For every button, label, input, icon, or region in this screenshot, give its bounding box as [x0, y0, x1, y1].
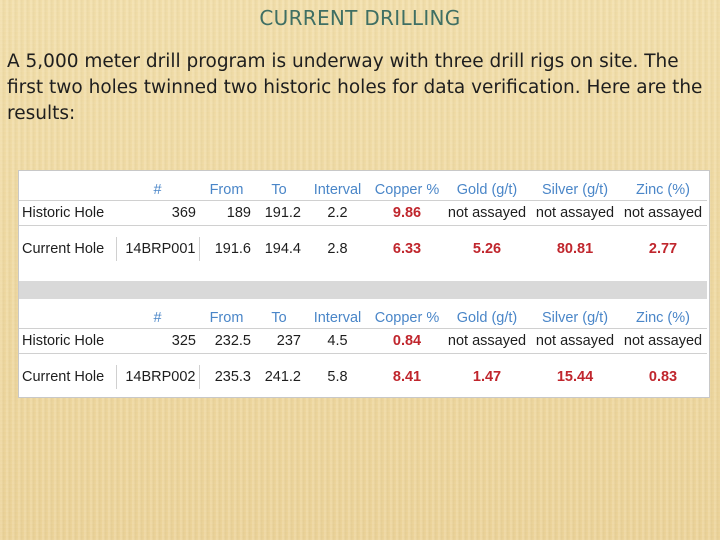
- row-spacer: [19, 226, 707, 238]
- table-cell: not assayed: [531, 201, 619, 226]
- table-cell: 191.2: [254, 201, 304, 226]
- table-cell: 6.33: [392, 241, 422, 257]
- header-cell: Gold (g/t): [456, 310, 518, 326]
- row-spacer: [19, 354, 707, 366]
- table-cell: 8.41: [392, 369, 422, 385]
- header-cell: Interval: [313, 310, 362, 326]
- table-cell: not assayed: [443, 329, 531, 354]
- header-cell: Copper %: [374, 310, 440, 326]
- header-cell: [19, 171, 116, 201]
- table-cell: 0.84: [371, 329, 443, 354]
- header-cell: [19, 299, 116, 329]
- header-cell: Zinc (%): [636, 182, 690, 198]
- table-cell: 5.26: [472, 241, 502, 257]
- header-cell: Copper %: [374, 182, 440, 198]
- row-label: Current Hole: [22, 241, 105, 257]
- table-cell: not assayed: [531, 329, 619, 354]
- header-cell: Zinc (%): [636, 310, 690, 326]
- table-cell: 2.8: [327, 241, 348, 257]
- table-cell: 194.4: [264, 241, 301, 257]
- table-cell: 189: [199, 201, 254, 226]
- table-cell: 2.2: [304, 201, 371, 226]
- table-row-current: [19, 237, 707, 261]
- table-cell: 241.2: [264, 369, 301, 385]
- header-cell: To: [271, 310, 287, 326]
- table-cell: 9.86: [371, 201, 443, 226]
- row-spacer: [19, 261, 707, 281]
- table-divider-band: [19, 281, 707, 299]
- intro-paragraph: A 5,000 meter drill program is underway with three drill rigs on site. The first two holes twinned two historic holes for data verification. Here are the results:: [7, 51, 703, 124]
- table-cell: 14BRP002: [116, 365, 199, 389]
- table-row-current: [19, 365, 707, 389]
- header-cell: Silver (g/t): [541, 182, 609, 198]
- table-row-historic: [19, 201, 707, 226]
- table-cell: 232.5: [199, 329, 254, 354]
- table-cell: 2.77: [648, 241, 678, 257]
- row-label: Historic Hole: [19, 201, 116, 226]
- table-cell: 1.47: [472, 369, 502, 385]
- table-cell: 80.81: [556, 241, 594, 257]
- table-cell: 369: [116, 201, 199, 226]
- table-cell: 4.5: [304, 329, 371, 354]
- table-cell: 15.44: [556, 369, 594, 385]
- table-cell: 325: [116, 329, 199, 354]
- slide-title: CURRENT DRILLING: [259, 6, 461, 30]
- table-cell: 14BRP001: [116, 237, 199, 261]
- table-cell: not assayed: [443, 201, 531, 226]
- table-row-historic: [19, 329, 707, 354]
- table-cell: 0.83: [648, 369, 678, 385]
- header-cell: Silver (g/t): [541, 310, 609, 326]
- header-cell: To: [271, 182, 287, 198]
- table-cell: not assayed: [619, 201, 707, 226]
- header-cell: #: [153, 182, 162, 198]
- header-cell: Interval: [313, 182, 362, 198]
- table-cell: not assayed: [619, 329, 707, 354]
- header-cell: #: [153, 310, 162, 326]
- row-label: Current Hole: [22, 369, 105, 385]
- table-cell: 5.8: [327, 369, 348, 385]
- table-header-row: [19, 171, 707, 201]
- table-cell: 191.6: [214, 241, 251, 257]
- drill-results-table: [18, 170, 710, 398]
- row-label: Historic Hole: [19, 329, 116, 354]
- header-cell: From: [209, 310, 244, 326]
- header-cell: Gold (g/t): [456, 182, 518, 198]
- table-cell: 235.3: [214, 369, 251, 385]
- table-header-row: [19, 299, 707, 329]
- table-cell: 237: [254, 329, 304, 354]
- header-cell: From: [209, 182, 244, 198]
